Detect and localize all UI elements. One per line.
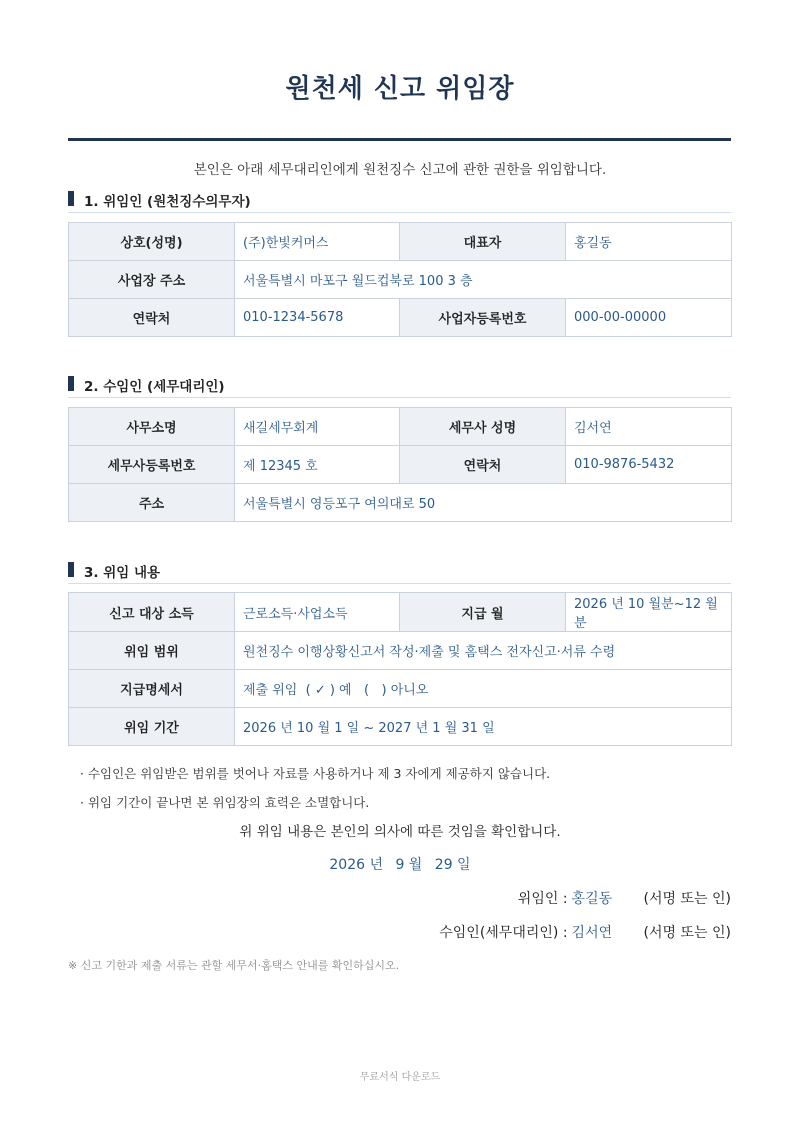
- table-row: [69, 223, 732, 261]
- period-label: 위임 기간: [69, 708, 235, 746]
- section-marker: [68, 376, 74, 391]
- section-marker: [68, 562, 74, 577]
- footer-text: 무료서식 다운로드: [359, 1072, 441, 1083]
- section-delegator-heading: [68, 190, 731, 213]
- title-divider: [68, 138, 731, 141]
- period-value: 2026 년 10 월 1 일 ~ 2027 년 1 월 31 일: [235, 708, 732, 746]
- regno-label: 세무사등록번호: [69, 446, 235, 484]
- delegator-signature-label: 위임인 :: [517, 891, 568, 907]
- address-value: 서울특별시 마포구 월드컵북로 100 3 층: [235, 261, 732, 299]
- note-item: · 위임 기간이 끝나면 본 위임장의 효력은 소멸합니다.: [80, 795, 370, 810]
- confirm-statement: 위 위임 내용은 본인의 의사에 따른 것임을 확인합니다.: [239, 824, 561, 840]
- agent-name-value: 김서연: [566, 408, 732, 446]
- ceo-label: 대표자: [400, 223, 566, 261]
- agent-phone-value: 010-9876-5432: [566, 446, 732, 484]
- table-row: [69, 632, 732, 670]
- agent-signature-line: [439, 922, 731, 942]
- delegator-signature-name: 홍길동: [571, 891, 613, 907]
- footnote: ※ 신고 기한과 제출 서류는 관할 세무서·홈택스 안내를 확인하십시오.: [68, 959, 400, 972]
- signing-date: [0, 854, 800, 874]
- range-value: 원천징수 이행상황신고서 작성·제출 및 홈택스 전자신고·서류 수령: [235, 632, 732, 670]
- agent-phone-label: 연락처: [400, 446, 566, 484]
- bizno-label: 사업자등록번호: [400, 299, 566, 337]
- table-row: [69, 261, 732, 299]
- agent-signature-label: 수임인(세무대리인) :: [439, 925, 568, 941]
- section-scope-heading: [68, 561, 731, 584]
- document-title: 원천세 신고 위임장: [285, 74, 515, 104]
- table-row: [69, 446, 732, 484]
- agent-signature-name: 김서연: [571, 925, 613, 941]
- note-item: · 수임인은 위임받은 범위를 벗어나 자료를 사용하거나 제 3 자에게 제공하지 않습니다.: [80, 766, 551, 781]
- company-value: (주)한빛커머스: [235, 223, 400, 261]
- range-label: 위임 범위: [69, 632, 235, 670]
- section-title: 2. 수임인 (세무대리인): [84, 379, 225, 395]
- address-label: 사업장 주소: [69, 261, 235, 299]
- scope-table: [68, 592, 732, 746]
- section-agent-heading: [68, 375, 731, 398]
- intro-text: 본인은 아래 세무대리인에게 원천징수 신고에 관한 권한을 위임합니다.: [193, 162, 607, 178]
- date-month: 9 월: [395, 857, 423, 873]
- delegator-signature-line: [518, 888, 731, 908]
- date-day: 29 일: [434, 857, 471, 873]
- phone-value: 010-1234-5678: [235, 299, 400, 337]
- table-row: [69, 708, 732, 746]
- section-marker: [68, 191, 74, 206]
- sign-or-seal-text: (서명 또는 인): [643, 925, 731, 941]
- table-row: [69, 408, 732, 446]
- bizno-value: 000-00-00000: [566, 299, 732, 337]
- regno-value: 제 12345 호: [235, 446, 400, 484]
- month-label: 지급 월: [400, 593, 566, 632]
- agent-name-label: 세무사 성명: [400, 408, 566, 446]
- table-row: [69, 484, 732, 522]
- table-row: [69, 593, 732, 632]
- agent-table: [68, 407, 732, 522]
- ceo-value: 홍길동: [566, 223, 732, 261]
- office-label: 사무소명: [69, 408, 235, 446]
- statement-label: 지급명세서: [69, 670, 235, 708]
- income-value: 근로소득·사업소득: [235, 593, 400, 632]
- statement-value: 제출 위임 ( ✓ ) 예 ( ) 아니오: [235, 670, 732, 708]
- delegator-table: [68, 222, 732, 337]
- office-value: 새길세무회계: [235, 408, 400, 446]
- company-label: 상호(성명): [69, 223, 235, 261]
- section-title: 3. 위임 내용: [84, 565, 161, 581]
- table-row: [69, 299, 732, 337]
- income-label: 신고 대상 소득: [69, 593, 235, 632]
- phone-label: 연락처: [69, 299, 235, 337]
- date-year: 2026 년: [329, 857, 383, 873]
- section-title: 1. 위임인 (원천징수의무자): [84, 194, 251, 210]
- agent-address-value: 서울특별시 영등포구 여의대로 50: [235, 484, 732, 522]
- agent-address-label: 주소: [69, 484, 235, 522]
- table-row: [69, 670, 732, 708]
- sign-or-seal-text: (서명 또는 인): [643, 891, 731, 907]
- month-value: 2026 년 10 월분~12 월분: [566, 593, 732, 632]
